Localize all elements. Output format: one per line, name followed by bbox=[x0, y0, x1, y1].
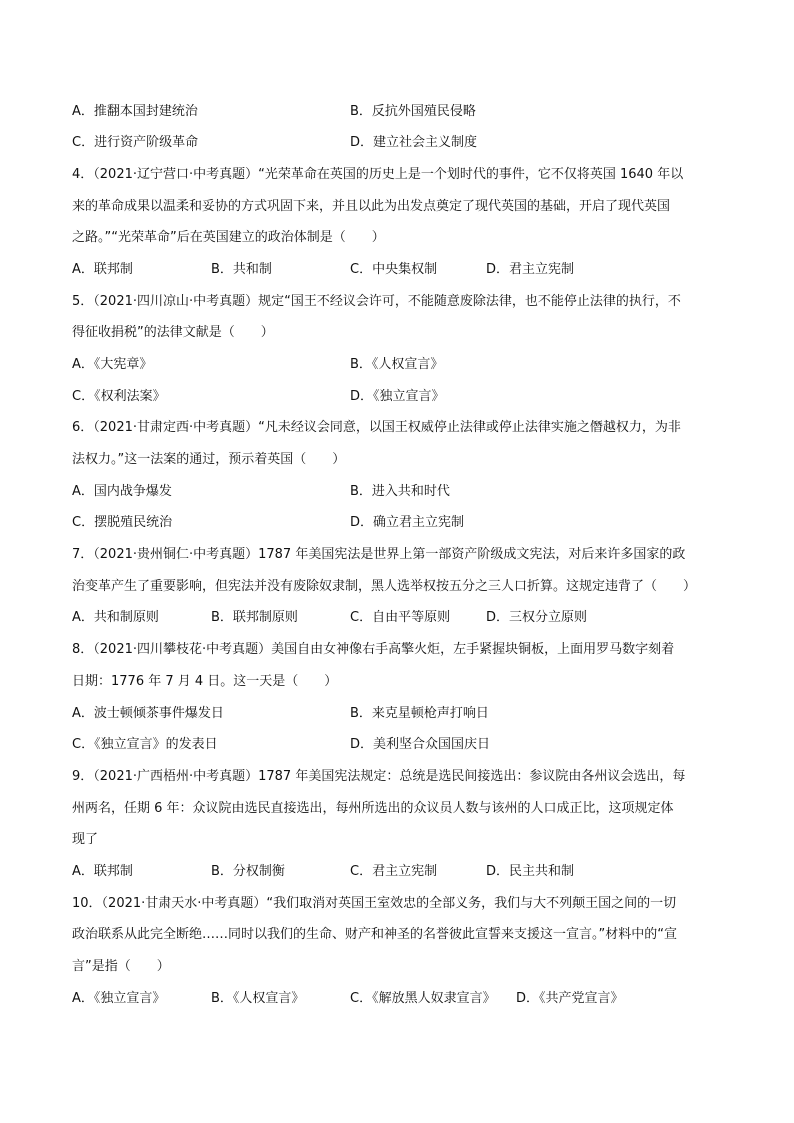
q4-stem-line-3: 之路。”“光荣革命”后在英国建立的政治体制是（ ） bbox=[72, 230, 385, 245]
q7-stem-line-1: 7．（2021·贵州铜仁·中考真题）1787 年美国宪法是世界上第一部资产阶级成文宪法，对后来许多国家的政 bbox=[72, 547, 686, 562]
q3-option-a[interactable]: A．推翻本国封建统治 bbox=[72, 104, 198, 119]
q10-option-b[interactable]: B．《人权宣言》 bbox=[211, 991, 305, 1006]
q6-option-a[interactable]: A．国内战争爆发 bbox=[72, 484, 172, 499]
q8-options-row-1 bbox=[72, 704, 734, 724]
q7-option-d[interactable]: D．三权分立原则 bbox=[486, 610, 588, 625]
q6-option-c[interactable]: C．摆脱殖民统治 bbox=[72, 515, 173, 530]
q9-stem-line-1: 9．（2021·广西梧州·中考真题）1787 年美国宪法规定：总统是选民间接选出：参议院由各州议会选出，每 bbox=[72, 769, 686, 784]
q6-option-b[interactable]: B．进入共和时代 bbox=[350, 484, 450, 499]
q6-stem-line-1: 6．（2021·甘肃定西·中考真题）“凡未经议会同意，以国王权威停止法律或停止法律实施之僭越权力，为非 bbox=[72, 420, 681, 435]
q7-options-row bbox=[72, 608, 734, 628]
q5-option-d[interactable]: D．《独立宣言》 bbox=[350, 389, 445, 404]
q5-option-b[interactable]: B．《人权宣言》 bbox=[350, 357, 444, 372]
q5-stem-line-2: 得征收捐税”的法律文献是（ ） bbox=[72, 325, 274, 340]
q5-stem-line-1: 5．（2021·四川凉山·中考真题）规定“国王不经议会许可，不能随意废除法律，也不能停止法律的执行，不 bbox=[72, 294, 681, 309]
q5-options-row-2 bbox=[72, 387, 734, 407]
q10-stem-line-3: 言”是指（ ） bbox=[72, 959, 170, 974]
q5-option-a[interactable]: A．《大宪章》 bbox=[72, 357, 153, 372]
q3-option-d[interactable]: D．建立社会主义制度 bbox=[350, 135, 478, 150]
q9-option-d[interactable]: D．民主共和制 bbox=[486, 864, 575, 879]
q8-option-b[interactable]: B．来克星顿枪声打响日 bbox=[350, 706, 489, 721]
q6-option-d[interactable]: D．确立君主立宪制 bbox=[350, 515, 465, 530]
q6-stem-line-2: 法权力。”这一法案的通过，预示着英国（ ） bbox=[72, 452, 346, 467]
q9-stem-line-3: 现了 bbox=[72, 832, 99, 847]
q4-option-a[interactable]: A．联邦制 bbox=[72, 262, 133, 277]
q4-option-d[interactable]: D．君主立宪制 bbox=[486, 262, 575, 277]
q8-option-d[interactable]: D．美利坚合众国国庆日 bbox=[350, 737, 491, 752]
q5-option-c[interactable]: C．《权利法案》 bbox=[72, 389, 166, 404]
q10-option-d[interactable]: D．《共产党宣言》 bbox=[516, 991, 624, 1006]
q3-option-c[interactable]: C．进行资产阶级革命 bbox=[72, 135, 199, 150]
q3-options-row-1 bbox=[72, 102, 734, 122]
q9-options-row bbox=[72, 862, 734, 882]
q4-option-c[interactable]: C．中央集权制 bbox=[350, 262, 438, 277]
q9-option-a[interactable]: A．联邦制 bbox=[72, 864, 133, 879]
q10-option-c[interactable]: C．《解放黑人奴隶宣言》 bbox=[350, 991, 496, 1006]
q8-stem-line-1: 8．（2021·四川攀枝花·中考真题）美国自由女神像右手高擎火炬，左手紧握块铜板，上面用罗马数字刻着 bbox=[72, 642, 675, 657]
q6-options-row-1 bbox=[72, 482, 734, 502]
q4-stem-line-1: 4．（2021·辽宁营口·中考真题）“光荣革命在英国的历史上是一个划时代的事件，它不仅将英国 1640 年以 bbox=[72, 167, 684, 182]
q3-options-row-2 bbox=[72, 133, 734, 153]
q8-option-a[interactable]: A．波士顿倾茶事件爆发日 bbox=[72, 706, 224, 721]
q5-options-row-1 bbox=[72, 355, 734, 375]
q7-option-b[interactable]: B．联邦制原则 bbox=[211, 610, 298, 625]
q6-options-row-2 bbox=[72, 513, 734, 533]
q7-option-a[interactable]: A．共和制原则 bbox=[72, 610, 159, 625]
q3-option-b[interactable]: B．反抗外国殖民侵略 bbox=[350, 104, 476, 119]
q8-options-row-2 bbox=[72, 735, 734, 755]
q7-option-c[interactable]: C．自由平等原则 bbox=[350, 610, 451, 625]
q9-stem-line-2: 州两名，任期 6 年：众议院由选民直接选出，每州所选出的众议员人数与该州的人口成正比，这项规定体 bbox=[72, 801, 674, 816]
q8-option-c[interactable]: C．《独立宣言》的发表日 bbox=[72, 737, 218, 752]
q10-options-row bbox=[72, 989, 734, 1009]
q4-option-b[interactable]: B．共和制 bbox=[211, 262, 272, 277]
q7-stem-line-2: 治变革产生了重要影响，但宪法并没有废除奴隶制，黑人选举权按五分之三人口折算。这规定违背了（ ） bbox=[72, 579, 697, 594]
q8-stem-line-2: 日期：1776 年 7 月 4 日。这一天是（ ） bbox=[72, 674, 338, 689]
q4-options-row bbox=[72, 260, 734, 280]
q9-option-b[interactable]: B．分权制衡 bbox=[211, 864, 285, 879]
q10-stem-line-1: 10．（2021·甘肃天水·中考真题）“我们取消对英国王室效忠的全部义务，我们与大不列颠王国之间的一切 bbox=[72, 896, 677, 911]
q10-stem-line-2: 政治联系从此完全断绝……同时以我们的生命、财产和神圣的名誉彼此宣誓来支援这一宣言。”材料中的“宣 bbox=[72, 927, 677, 942]
q4-stem-line-2: 来的革命成果以温柔和妥协的方式巩固下来，并且以此为出发点奠定了现代英国的基础，开启了现代英国 bbox=[72, 199, 671, 214]
q10-option-a[interactable]: A．《独立宣言》 bbox=[72, 991, 166, 1006]
q9-option-c[interactable]: C．君主立宪制 bbox=[350, 864, 438, 879]
